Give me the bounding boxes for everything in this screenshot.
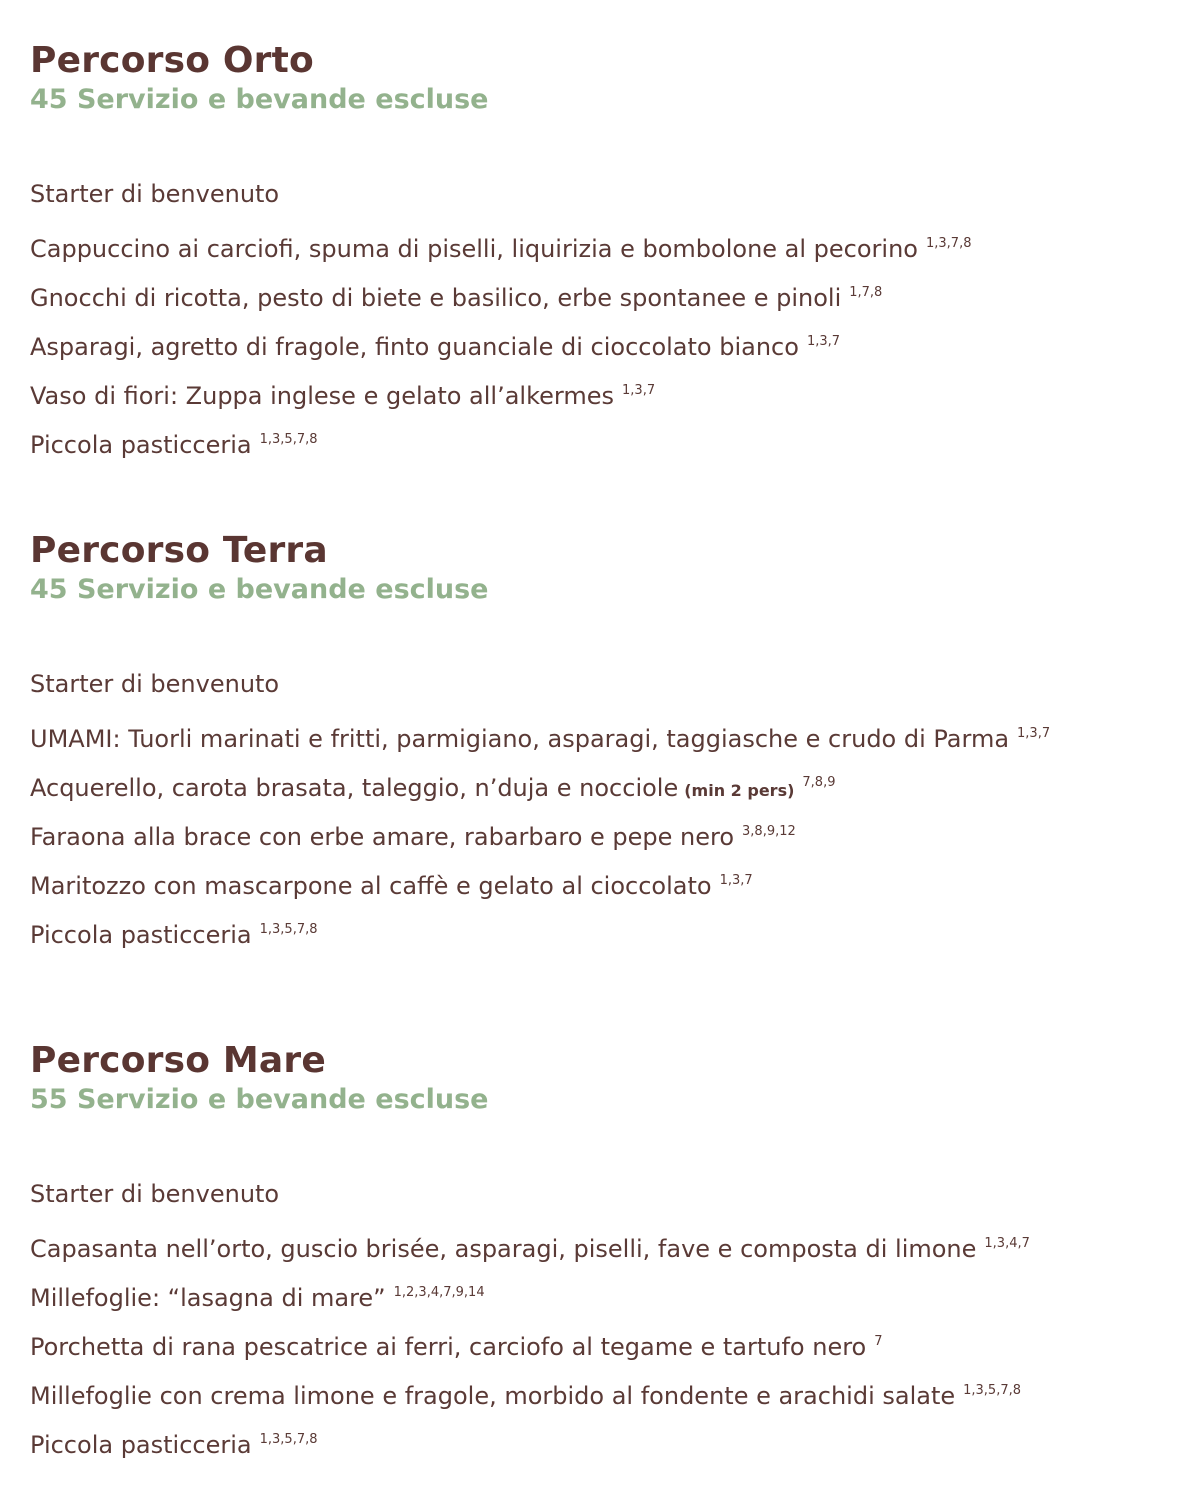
course-item [30, 219, 1190, 268]
section-price: 55 Servizio e bevande escluse [30, 1084, 489, 1115]
course-name: Vaso di fiori: Zuppa inglese e gelato all’alkermes [30, 382, 615, 410]
course-item [30, 856, 1190, 905]
allergen-codes: 1,3,7 [806, 334, 841, 349]
course-name: Acquerello, carota brasata, taleggio, n’duja e nocciole [30, 774, 679, 802]
allergen-codes: 1,3,7 [622, 383, 656, 398]
course-name: Faraona alla brace con erbe amare, rabarbaro e pepe nero [30, 823, 735, 851]
course-item [30, 660, 1190, 709]
course-item [30, 1366, 1190, 1415]
section-title: Percorso Orto [30, 40, 314, 81]
course-name: Millefoglie con crema limone e fragole, morbido al fondente e arachidi salate [30, 1382, 956, 1410]
course-list [30, 1170, 1190, 1464]
course-item [30, 1268, 1190, 1317]
allergen-codes: 7 [874, 1334, 883, 1349]
allergen-codes: 1,3,7,8 [926, 236, 972, 251]
menu-section-mare [30, 1040, 1190, 1459]
course-name: Capasanta nell’orto, guscio brisée, asparagi, piselli, fave e composta di limone [30, 1235, 977, 1263]
allergen-codes: 1,2,3,4,7,9,14 [393, 1285, 485, 1300]
section-price: 45 Servizio e bevande escluse [30, 574, 489, 605]
allergen-codes: 7,8,9 [802, 775, 836, 790]
menu-section-orto [30, 40, 1190, 459]
course-item [30, 415, 1190, 464]
course-item [30, 170, 1190, 219]
section-title: Percorso Terra [30, 530, 328, 571]
course-list [30, 660, 1190, 954]
allergen-codes: 1,3,7 [719, 873, 753, 888]
course-item [30, 268, 1190, 317]
course-note: (min 2 pers) [684, 781, 795, 800]
course-name: Maritozzo con mascarpone al caffè e gelato al cioccolato [30, 872, 712, 900]
course-name: Starter di benvenuto [30, 670, 280, 698]
course-item [30, 1170, 1190, 1219]
course-item [30, 709, 1190, 758]
course-name: Piccola pasticceria [30, 921, 252, 949]
course-item [30, 905, 1190, 954]
allergen-codes: 1,3,5,7,8 [259, 922, 318, 937]
course-item [30, 317, 1190, 366]
allergen-codes: 1,3,5,7,8 [259, 432, 318, 447]
menu-section-terra [30, 530, 1190, 949]
allergen-codes: 1,7,8 [849, 285, 883, 300]
course-item [30, 366, 1190, 415]
course-name: Cappuccino ai carciofi, spuma di piselli, liquirizia e bombolone al pecorino [30, 235, 918, 263]
allergen-codes: 1,3,4,7 [984, 1236, 1030, 1251]
section-title: Percorso Mare [30, 1040, 326, 1081]
allergen-codes: 1,3,5,7,8 [963, 1383, 1022, 1398]
section-price: 45 Servizio e bevande escluse [30, 84, 489, 115]
allergen-codes: 1,3,5,7,8 [259, 1432, 318, 1447]
course-name: Piccola pasticceria [30, 431, 252, 459]
course-name: Asparagi, agretto di fragole, finto guanciale di cioccolato bianco [30, 333, 799, 361]
allergen-codes: 3,8,9,12 [742, 824, 796, 839]
course-item [30, 758, 1190, 807]
allergen-codes: 1,3,7 [1017, 726, 1051, 741]
course-list [30, 170, 1190, 464]
course-name: Porchetta di rana pescatrice ai ferri, carciofo al tegame e tartufo nero [30, 1333, 867, 1361]
course-item [30, 1219, 1190, 1268]
course-name: UMAMI: Tuorli marinati e fritti, parmigiano, asparagi, taggiasche e crudo di Parma [30, 725, 1010, 753]
course-name: Starter di benvenuto [30, 1180, 280, 1208]
course-name: Gnocchi di ricotta, pesto di biete e basilico, erbe spontanee e pinoli [30, 284, 842, 312]
course-item [30, 1415, 1190, 1464]
course-name: Millefoglie: “lasagna di mare” [30, 1284, 386, 1312]
course-name: Piccola pasticceria [30, 1431, 252, 1459]
course-name: Starter di benvenuto [30, 180, 280, 208]
course-item [30, 1317, 1190, 1366]
menu-page [30, 0, 1190, 1507]
course-item [30, 807, 1190, 856]
